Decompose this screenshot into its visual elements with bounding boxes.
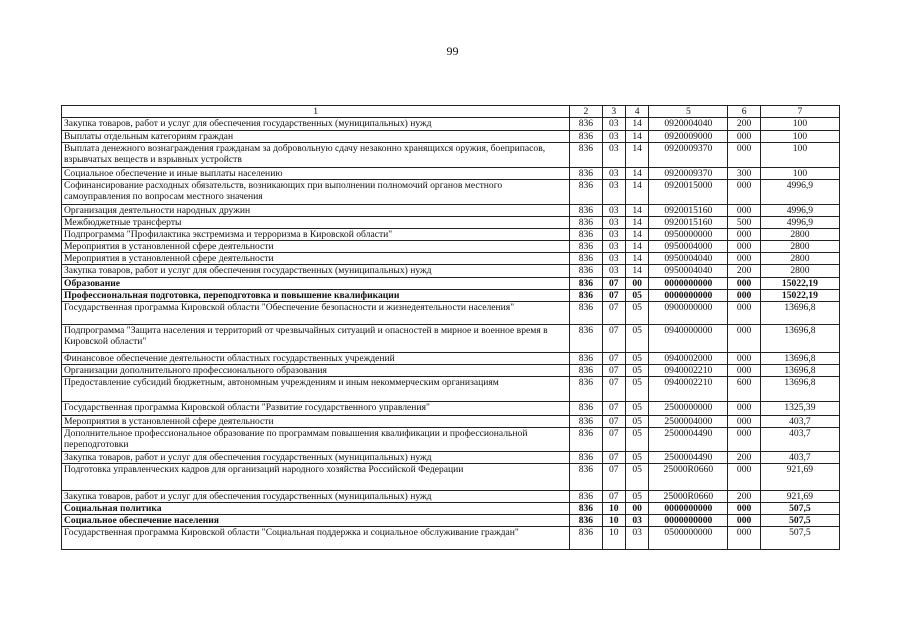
cell-name: Выплаты отдельным категориям граждан xyxy=(62,131,570,143)
table-row xyxy=(62,302,840,325)
column-header: 1 xyxy=(62,106,570,118)
table-row xyxy=(62,143,840,168)
cell-expense-type: 000 xyxy=(728,428,760,452)
cell-expense-type: 000 xyxy=(728,290,760,302)
column-header: 2 xyxy=(570,106,602,118)
cell-target-article: 0940000000 xyxy=(649,325,728,353)
cell-name: Профессиональная подготовка, переподготовка и повышение квалификации xyxy=(62,290,570,302)
cell-name: Выплата денежного вознаграждения гражданам за добровольную сдачу незаконно хранящихся оружия, боеприпасов, взрывчатых веществ и взрывных устройств xyxy=(62,143,570,168)
cell-amount: 507,5 xyxy=(760,515,839,527)
cell-code: 836 xyxy=(570,290,602,302)
table-row xyxy=(62,377,840,402)
cell-amount: 15022,19 xyxy=(760,278,839,290)
cell-expense-type: 000 xyxy=(728,515,760,527)
cell-subsection: 05 xyxy=(625,491,648,503)
page-number: 99 xyxy=(446,44,459,58)
cell-name: Финансовое обеспечение деятельности областных государственных учреждений xyxy=(62,353,570,365)
cell-target-article: 0950004000 xyxy=(649,241,728,253)
cell-name: Организация деятельности народных дружин xyxy=(62,205,570,217)
cell-subsection: 14 xyxy=(625,229,648,241)
cell-subsection: 05 xyxy=(625,464,648,491)
table-row xyxy=(62,131,840,143)
cell-subsection: 05 xyxy=(625,353,648,365)
cell-name: Подпрограмма "Защита населения и территорий от чрезвычайных ситуаций и опасностей в мирное и военное время в Кировской области" xyxy=(62,325,570,353)
cell-amount: 921,69 xyxy=(760,464,839,491)
cell-subsection: 05 xyxy=(625,402,648,416)
cell-section: 07 xyxy=(602,452,625,464)
cell-code: 836 xyxy=(570,428,602,452)
cell-code: 836 xyxy=(570,168,602,180)
column-header: 3 xyxy=(602,106,625,118)
cell-expense-type: 000 xyxy=(728,527,760,550)
cell-amount: 4996,9 xyxy=(760,205,839,217)
cell-name: Закупка товаров, работ и услуг для обеспечения государственных (муниципальных) нужд xyxy=(62,491,570,503)
cell-code: 836 xyxy=(570,241,602,253)
cell-amount: 4996,9 xyxy=(760,217,839,229)
cell-subsection: 14 xyxy=(625,253,648,265)
table-row xyxy=(62,353,840,365)
cell-amount: 921,69 xyxy=(760,491,839,503)
cell-subsection: 03 xyxy=(625,527,648,550)
cell-section: 03 xyxy=(602,118,625,131)
cell-target-article: 0940002000 xyxy=(649,353,728,365)
column-header: 6 xyxy=(728,106,760,118)
table-row xyxy=(62,527,840,550)
cell-subsection: 05 xyxy=(625,377,648,402)
cell-expense-type: 500 xyxy=(728,217,760,229)
cell-expense-type: 000 xyxy=(728,325,760,353)
cell-target-article: 0900000000 xyxy=(649,302,728,325)
cell-code: 836 xyxy=(570,377,602,402)
cell-expense-type: 000 xyxy=(728,464,760,491)
cell-amount: 13696,8 xyxy=(760,302,839,325)
cell-name: Образование xyxy=(62,278,570,290)
cell-amount: 100 xyxy=(760,118,839,131)
cell-amount: 2800 xyxy=(760,229,839,241)
cell-expense-type: 000 xyxy=(728,402,760,416)
cell-target-article: 0920015160 xyxy=(649,205,728,217)
table-row xyxy=(62,205,840,217)
header-row xyxy=(62,106,840,118)
cell-section: 07 xyxy=(602,428,625,452)
cell-section: 07 xyxy=(602,325,625,353)
cell-code: 836 xyxy=(570,515,602,527)
cell-amount: 100 xyxy=(760,131,839,143)
cell-amount: 15022,19 xyxy=(760,290,839,302)
cell-name: Социальное обеспечение и иные выплаты населению xyxy=(62,168,570,180)
cell-code: 836 xyxy=(570,143,602,168)
table-row xyxy=(62,229,840,241)
cell-name: Мероприятия в установленной сфере деятельности xyxy=(62,416,570,428)
cell-code: 836 xyxy=(570,491,602,503)
cell-name: Софинансирование расходных обязательств, возникающих при выполнении полномочий органов местного самоуправления по вопросам местного значения xyxy=(62,180,570,205)
table-row xyxy=(62,241,840,253)
table-row xyxy=(62,180,840,205)
cell-expense-type: 000 xyxy=(728,229,760,241)
cell-name: Социальное обеспечение населения xyxy=(62,515,570,527)
table-row xyxy=(62,365,840,377)
cell-section: 03 xyxy=(602,229,625,241)
cell-expense-type: 000 xyxy=(728,205,760,217)
cell-subsection: 14 xyxy=(625,205,648,217)
cell-target-article: 0920004040 xyxy=(649,118,728,131)
cell-code: 836 xyxy=(570,416,602,428)
cell-expense-type: 000 xyxy=(728,278,760,290)
cell-amount: 13696,8 xyxy=(760,325,839,353)
cell-amount: 2800 xyxy=(760,241,839,253)
cell-name: Подпрограмма "Профилактика экстремизма и терроризма в Кировской области" xyxy=(62,229,570,241)
cell-name: Государственная программа Кировской области "Обеспечение безопасности и жизнедеятельности населения" xyxy=(62,302,570,325)
cell-target-article: 0920009370 xyxy=(649,168,728,180)
cell-section: 07 xyxy=(602,290,625,302)
cell-target-article: 0000000000 xyxy=(649,278,728,290)
cell-section: 03 xyxy=(602,168,625,180)
cell-name: Государственная программа Кировской области "Развитие государственного управления" xyxy=(62,402,570,416)
table-row xyxy=(62,265,840,278)
table-row xyxy=(62,402,840,416)
cell-name: Межбюджетные трансферты xyxy=(62,217,570,229)
cell-code: 836 xyxy=(570,353,602,365)
cell-expense-type: 000 xyxy=(728,241,760,253)
cell-amount: 13696,8 xyxy=(760,353,839,365)
cell-name: Дополнительное профессиональное образование по программам повышения квалификации и профессиональной переподготовки xyxy=(62,428,570,452)
cell-code: 836 xyxy=(570,180,602,205)
cell-amount: 4996,9 xyxy=(760,180,839,205)
cell-subsection: 05 xyxy=(625,452,648,464)
cell-amount: 1325,39 xyxy=(760,402,839,416)
cell-expense-type: 000 xyxy=(728,131,760,143)
table-row xyxy=(62,416,840,428)
table-body xyxy=(62,118,840,550)
cell-target-article: 0920015000 xyxy=(649,180,728,205)
cell-section: 07 xyxy=(602,464,625,491)
table-row xyxy=(62,118,840,131)
cell-target-article: 0950000000 xyxy=(649,229,728,241)
cell-target-article: 0000000000 xyxy=(649,503,728,515)
cell-amount: 2800 xyxy=(760,253,839,265)
cell-section: 03 xyxy=(602,253,625,265)
cell-section: 07 xyxy=(602,353,625,365)
cell-code: 836 xyxy=(570,503,602,515)
cell-name: Мероприятия в установленной сфере деятельности xyxy=(62,253,570,265)
cell-target-article: 2500004490 xyxy=(649,452,728,464)
cell-expense-type: 000 xyxy=(728,302,760,325)
cell-target-article: 0000000000 xyxy=(649,290,728,302)
table-row xyxy=(62,515,840,527)
table-row xyxy=(62,325,840,353)
cell-amount: 2800 xyxy=(760,265,839,278)
cell-name: Закупка товаров, работ и услуг для обеспечения государственных (муниципальных) нужд xyxy=(62,265,570,278)
cell-expense-type: 300 xyxy=(728,168,760,180)
cell-section: 07 xyxy=(602,416,625,428)
cell-subsection: 14 xyxy=(625,118,648,131)
cell-subsection: 05 xyxy=(625,428,648,452)
cell-amount: 403,7 xyxy=(760,416,839,428)
cell-section: 03 xyxy=(602,143,625,168)
cell-target-article: 0000000000 xyxy=(649,515,728,527)
cell-subsection: 00 xyxy=(625,278,648,290)
cell-amount: 403,7 xyxy=(760,452,839,464)
table-row xyxy=(62,428,840,452)
cell-expense-type: 200 xyxy=(728,118,760,131)
cell-target-article: 0940002210 xyxy=(649,365,728,377)
cell-target-article: 25000R0660 xyxy=(649,491,728,503)
cell-section: 03 xyxy=(602,241,625,253)
cell-target-article: 2500004000 xyxy=(649,416,728,428)
cell-section: 03 xyxy=(602,265,625,278)
cell-section: 07 xyxy=(602,402,625,416)
cell-subsection: 14 xyxy=(625,143,648,168)
table-row xyxy=(62,168,840,180)
cell-name: Закупка товаров, работ и услуг для обеспечения государственных (муниципальных) нужд xyxy=(62,118,570,131)
column-header: 5 xyxy=(649,106,728,118)
cell-section: 07 xyxy=(602,377,625,402)
cell-target-article: 2500004490 xyxy=(649,428,728,452)
cell-section: 03 xyxy=(602,180,625,205)
table-row xyxy=(62,217,840,229)
cell-target-article: 0920009000 xyxy=(649,131,728,143)
cell-code: 836 xyxy=(570,325,602,353)
cell-section: 07 xyxy=(602,302,625,325)
cell-code: 836 xyxy=(570,229,602,241)
cell-target-article: 0950004040 xyxy=(649,253,728,265)
table-row xyxy=(62,278,840,290)
cell-amount: 507,5 xyxy=(760,503,839,515)
cell-name: Государственная программа Кировской области "Социальная поддержка и социальное обслуживание граждан" xyxy=(62,527,570,550)
table-row xyxy=(62,491,840,503)
table-row xyxy=(62,290,840,302)
cell-amount: 100 xyxy=(760,143,839,168)
cell-target-article: 2500000000 xyxy=(649,402,728,416)
cell-amount: 13696,8 xyxy=(760,377,839,402)
column-header: 4 xyxy=(625,106,648,118)
table-row xyxy=(62,452,840,464)
cell-name: Предоставление субсидий бюджетным, автономным учреждениям и иным некоммерческим организациям xyxy=(62,377,570,402)
table-row xyxy=(62,503,840,515)
cell-subsection: 14 xyxy=(625,168,648,180)
cell-subsection: 05 xyxy=(625,290,648,302)
cell-amount: 403,7 xyxy=(760,428,839,452)
cell-expense-type: 200 xyxy=(728,452,760,464)
cell-code: 836 xyxy=(570,278,602,290)
cell-expense-type: 000 xyxy=(728,143,760,168)
table-row xyxy=(62,464,840,491)
cell-code: 836 xyxy=(570,253,602,265)
cell-section: 10 xyxy=(602,515,625,527)
cell-expense-type: 000 xyxy=(728,503,760,515)
cell-name: Закупка товаров, работ и услуг для обеспечения государственных (муниципальных) нужд xyxy=(62,452,570,464)
cell-code: 836 xyxy=(570,205,602,217)
cell-subsection: 03 xyxy=(625,515,648,527)
cell-subsection: 05 xyxy=(625,325,648,353)
cell-target-article: 0920009370 xyxy=(649,143,728,168)
cell-subsection: 00 xyxy=(625,503,648,515)
cell-name: Организации дополнительного профессионального образования xyxy=(62,365,570,377)
cell-target-article: 0920015160 xyxy=(649,217,728,229)
cell-subsection: 05 xyxy=(625,416,648,428)
cell-target-article: 0500000000 xyxy=(649,527,728,550)
cell-code: 836 xyxy=(570,265,602,278)
cell-target-article: 0940002210 xyxy=(649,377,728,402)
cell-subsection: 14 xyxy=(625,265,648,278)
cell-amount: 13696,8 xyxy=(760,365,839,377)
cell-code: 836 xyxy=(570,402,602,416)
cell-section: 07 xyxy=(602,278,625,290)
cell-subsection: 14 xyxy=(625,131,648,143)
cell-code: 836 xyxy=(570,131,602,143)
cell-section: 03 xyxy=(602,131,625,143)
cell-target-article: 25000R0660 xyxy=(649,464,728,491)
cell-section: 07 xyxy=(602,491,625,503)
cell-code: 836 xyxy=(570,452,602,464)
cell-expense-type: 200 xyxy=(728,491,760,503)
cell-name: Подготовка управленческих кадров для организаций народного хозяйства Российской Федерации xyxy=(62,464,570,491)
cell-code: 836 xyxy=(570,464,602,491)
cell-code: 836 xyxy=(570,365,602,377)
table-row xyxy=(62,253,840,265)
cell-subsection: 14 xyxy=(625,241,648,253)
cell-amount: 507,5 xyxy=(760,527,839,550)
cell-name: Социальная политика xyxy=(62,503,570,515)
cell-section: 03 xyxy=(602,205,625,217)
cell-expense-type: 000 xyxy=(728,253,760,265)
cell-code: 836 xyxy=(570,527,602,550)
cell-subsection: 05 xyxy=(625,365,648,377)
cell-expense-type: 000 xyxy=(728,365,760,377)
cell-expense-type: 000 xyxy=(728,180,760,205)
cell-section: 07 xyxy=(602,365,625,377)
cell-subsection: 14 xyxy=(625,217,648,229)
column-header: 7 xyxy=(760,106,839,118)
cell-name: Мероприятия в установленной сфере деятельности xyxy=(62,241,570,253)
cell-expense-type: 600 xyxy=(728,377,760,402)
cell-expense-type: 000 xyxy=(728,416,760,428)
cell-code: 836 xyxy=(570,302,602,325)
cell-code: 836 xyxy=(570,217,602,229)
cell-subsection: 05 xyxy=(625,302,648,325)
cell-code: 836 xyxy=(570,118,602,131)
cell-section: 03 xyxy=(602,217,625,229)
cell-section: 10 xyxy=(602,527,625,550)
cell-target-article: 0950004040 xyxy=(649,265,728,278)
cell-amount: 100 xyxy=(760,168,839,180)
cell-expense-type: 000 xyxy=(728,353,760,365)
cell-expense-type: 200 xyxy=(728,265,760,278)
cell-subsection: 14 xyxy=(625,180,648,205)
budget-table xyxy=(61,105,840,550)
cell-section: 10 xyxy=(602,503,625,515)
